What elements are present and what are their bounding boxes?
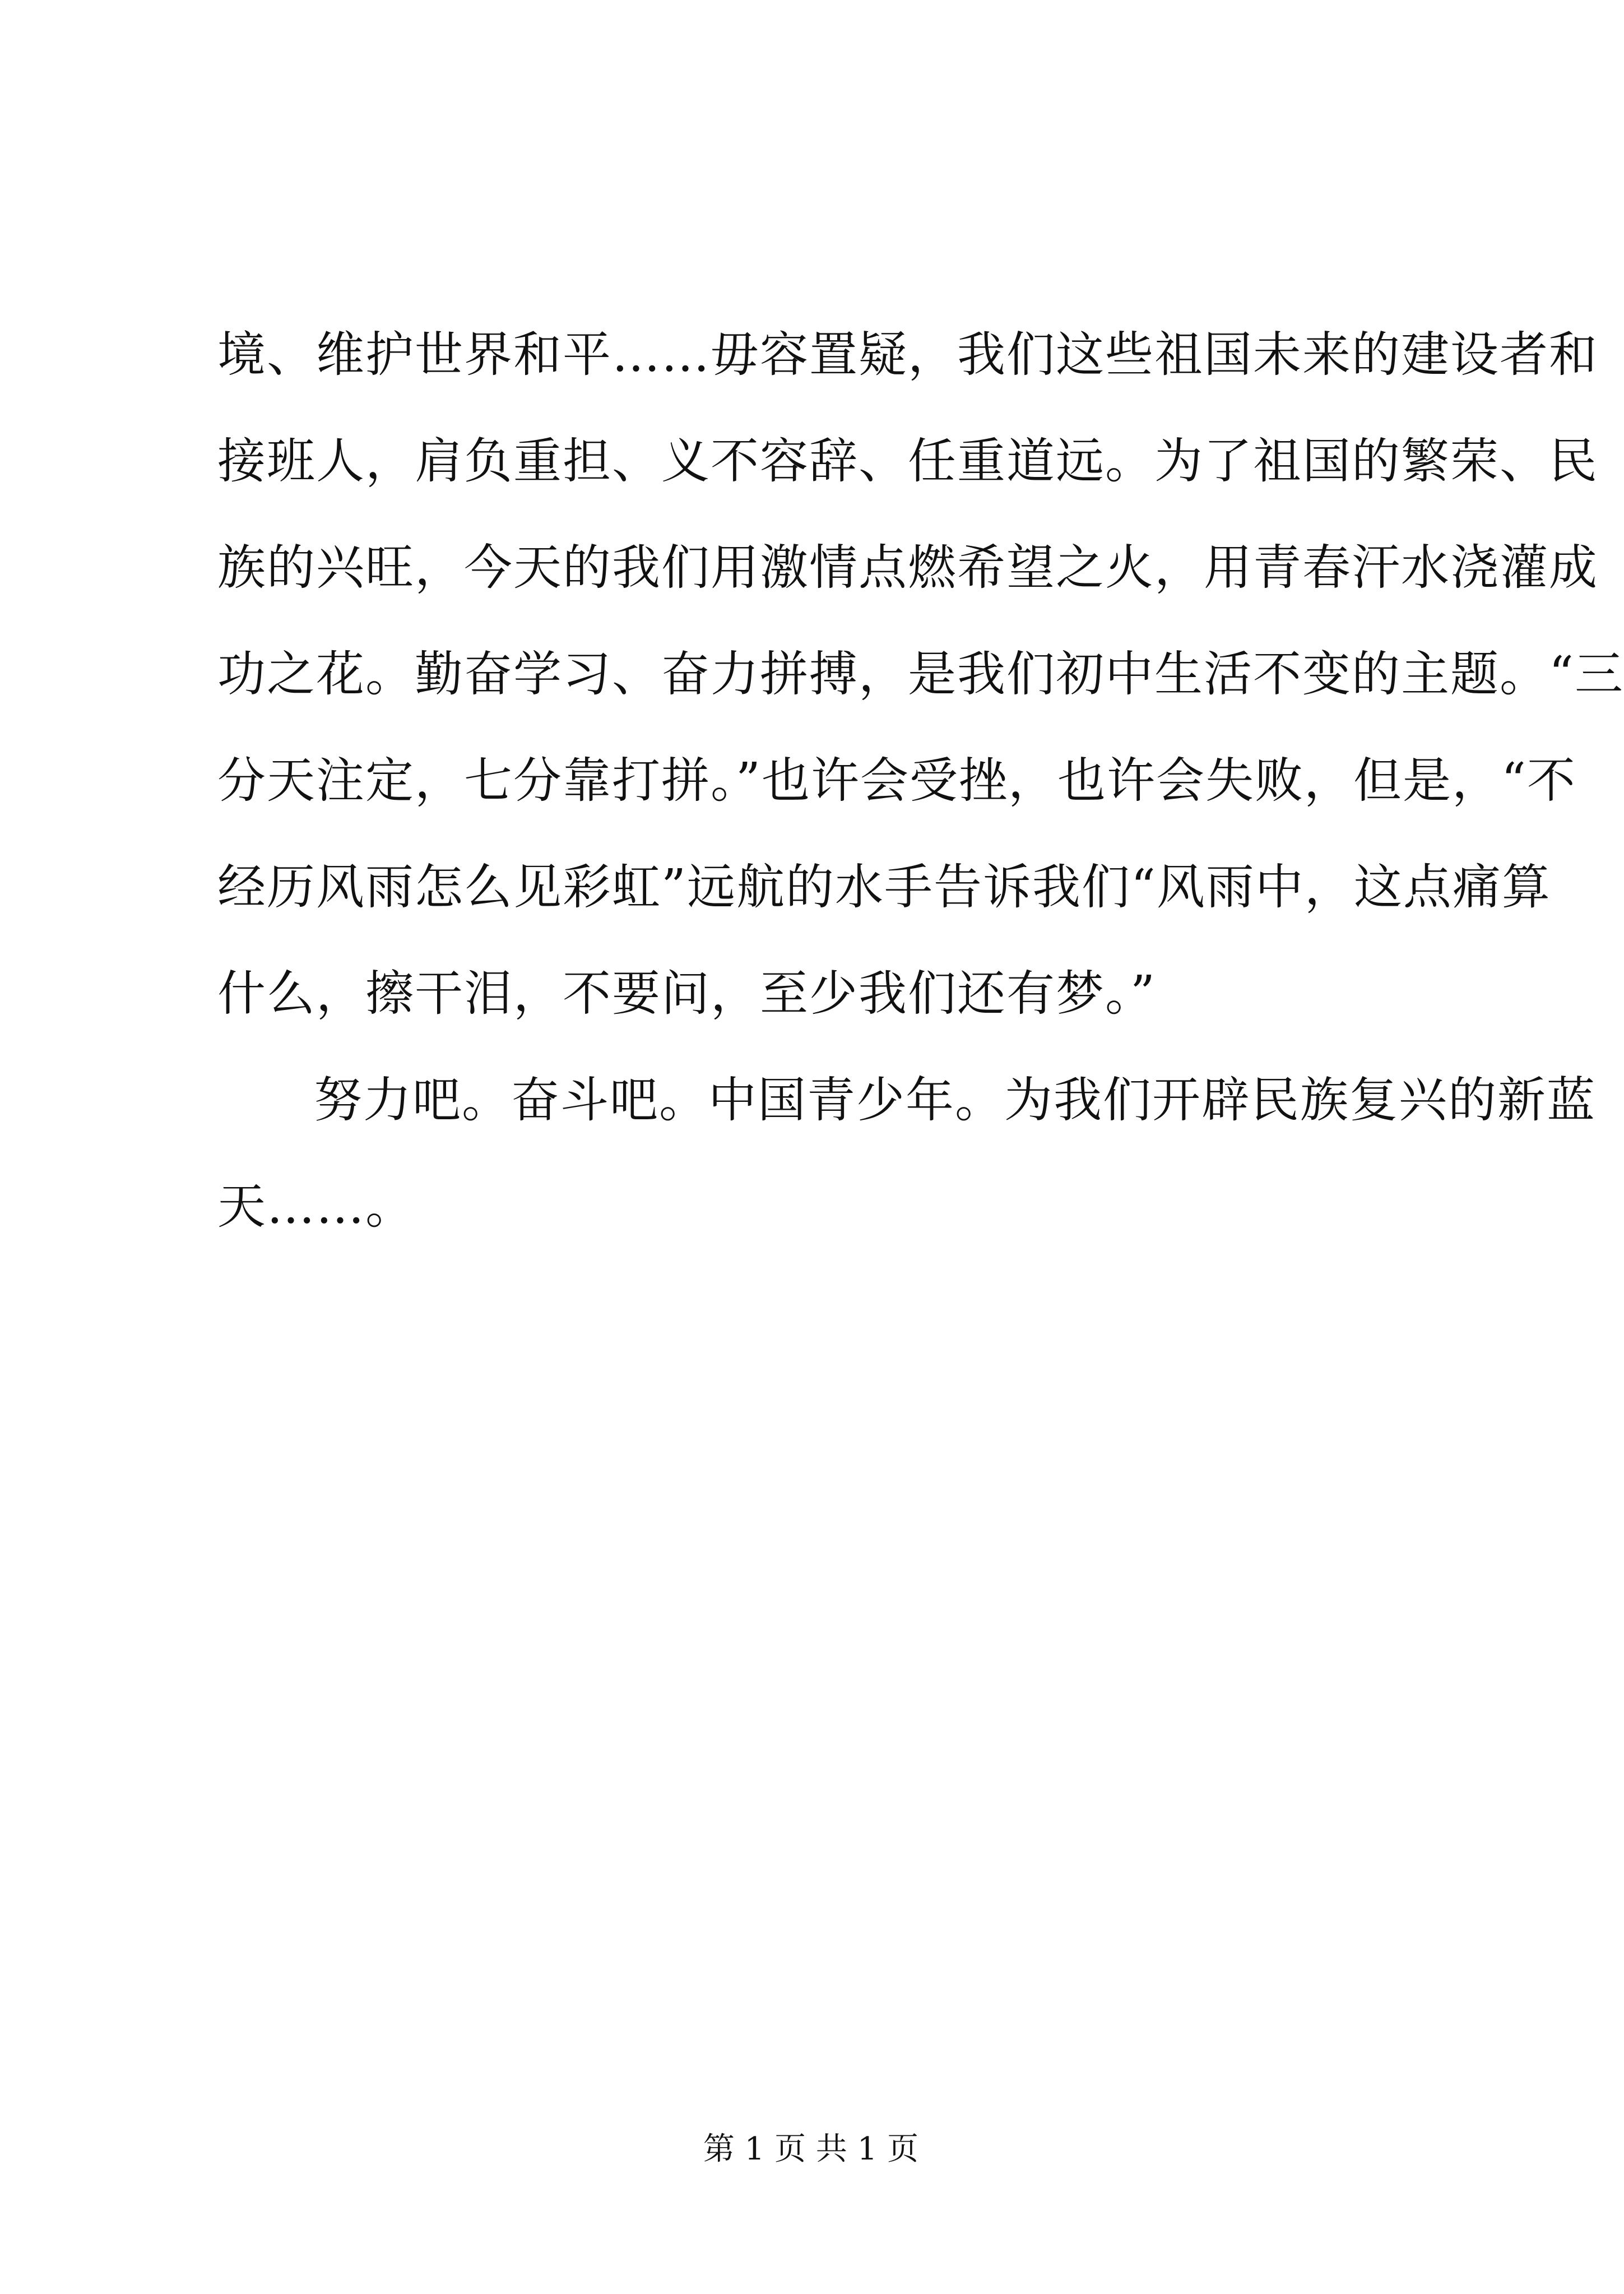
text-line: 功之花。勤奋学习、奋力拼搏，是我们初中生活不变的主题。“三 <box>217 646 1624 702</box>
text-line: 分天注定，七分靠打拼。”也许会受挫，也许会失败，但是，“不 <box>217 753 1576 809</box>
text-line: 境、维护世界和平……毋容置疑，我们这些祖国未来的建设者和 <box>217 327 1598 383</box>
page-footer: 第 1 页 共 1 页 <box>703 2131 919 2167</box>
paragraph-2 <box>217 1047 1596 1260</box>
text-line: 经历风雨怎么见彩虹”远航的水手告诉我们“风雨中，这点痛算 <box>217 859 1551 915</box>
body-text <box>217 302 1624 1260</box>
text-line: 什么，擦干泪，不要问，至少我们还有梦。” <box>217 966 1156 1022</box>
text-line: 天……。 <box>217 1179 415 1235</box>
text-line: 接班人，肩负重担、义不容辞、任重道远。为了祖国的繁荣、民 <box>217 433 1598 489</box>
paragraph-1 <box>217 302 1624 1047</box>
text-line: 族的兴旺，今天的我们用激情点燃希望之火，用青春汗水浇灌成 <box>217 540 1598 596</box>
text-line: 努力吧。奋斗吧。中国青少年。为我们开辟民族复兴的新蓝 <box>314 1072 1596 1128</box>
